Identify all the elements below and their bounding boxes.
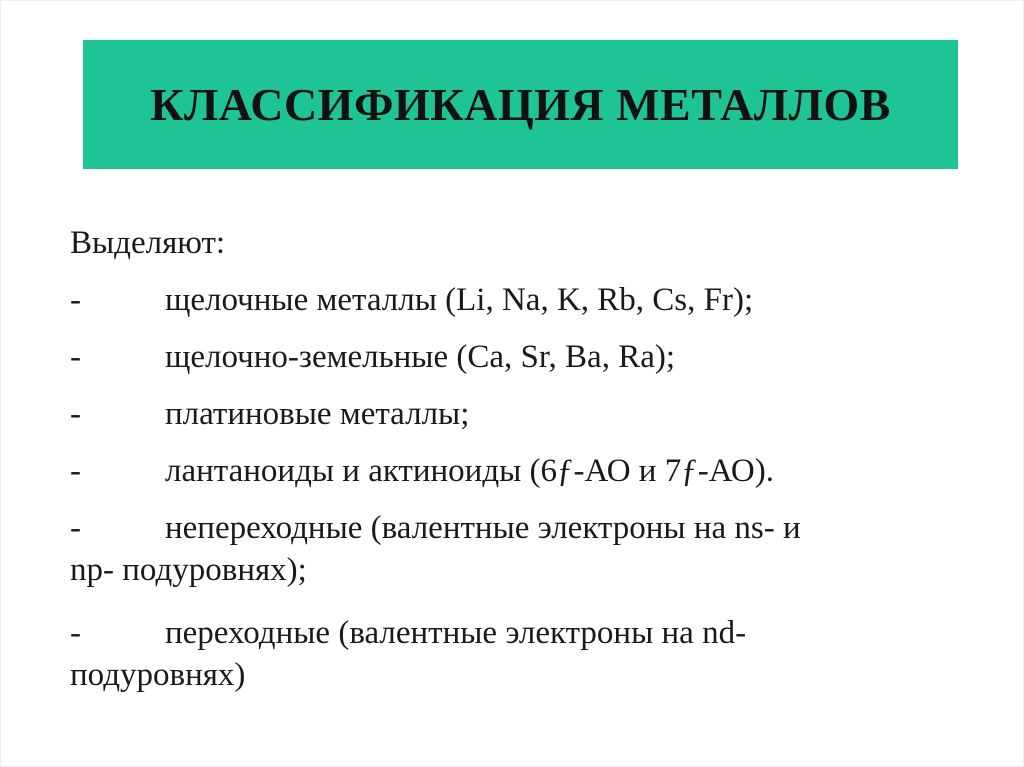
list-item-text: переходные (валентные электроны на nd- — [165, 615, 747, 651]
list-item — [70, 329, 950, 386]
bullet-dash: - — [70, 510, 81, 546]
list-item-text: щелочные металлы (Li, Na, K, Rb, Cs, Fr); — [165, 282, 754, 318]
list-item-text: лантаноиды и актиноиды (6ƒ-АО и 7ƒ-АО). — [165, 453, 774, 489]
list-item-text-continuation: подуровнях) — [70, 657, 246, 693]
list-item-text-continuation: np- подуровнях); — [70, 552, 307, 588]
list-item-text: платиновые металлы; — [165, 396, 470, 432]
list-item — [70, 443, 950, 500]
list-item — [70, 500, 950, 599]
intro-text: Выделяют: — [70, 225, 226, 261]
list-item — [70, 272, 950, 329]
list-item-text: щелочно-земельные (Ca, Sr, Ba, Ra); — [165, 339, 676, 375]
list-item — [70, 605, 950, 704]
list-item-text: непереходные (валентные электроны на ns- и — [165, 510, 801, 546]
slide-title: КЛАССИФИКАЦИЯ МЕТАЛЛОВ — [150, 79, 891, 130]
bullet-dash: - — [70, 615, 81, 651]
content-block — [70, 215, 950, 710]
bullet-dash: - — [70, 396, 81, 432]
title-banner — [83, 40, 958, 169]
bullet-dash: - — [70, 282, 81, 318]
list-item — [70, 386, 950, 443]
bullet-dash: - — [70, 453, 81, 489]
bullet-dash: - — [70, 339, 81, 375]
